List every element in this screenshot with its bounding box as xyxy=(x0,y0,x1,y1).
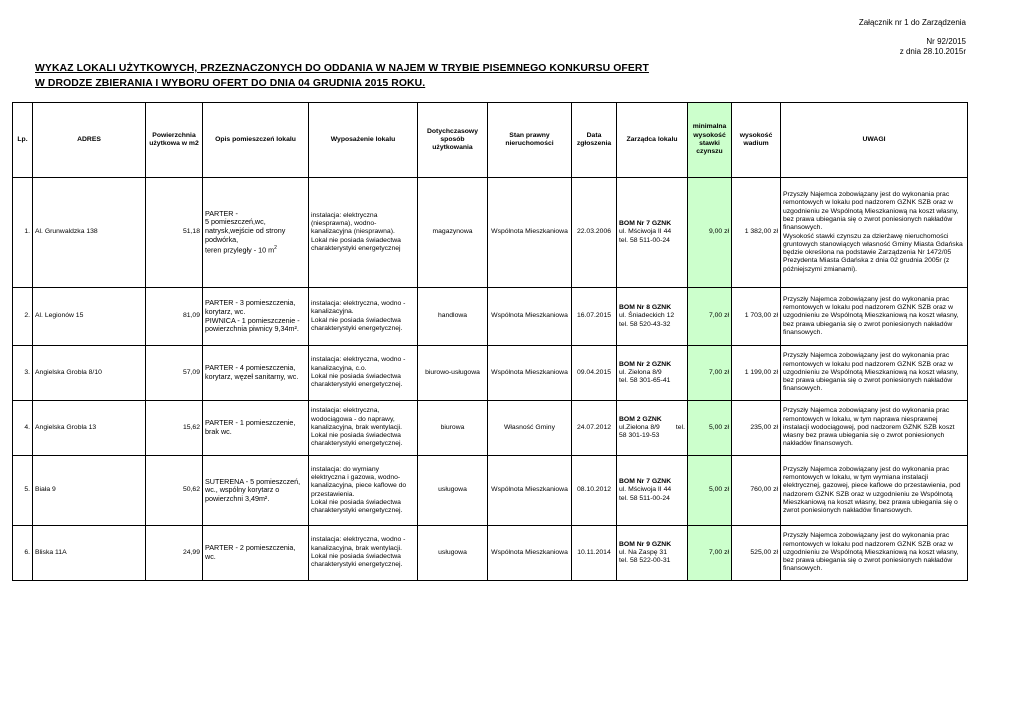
col-header-stawka: minimalna wysokość stawki czynszu xyxy=(688,103,732,178)
cell-wyposazenie: instalacja: elektryczna, wodno - kanalizacyjna. Lokal nie posiada świadectwa charakterystyki energetycznej. xyxy=(309,288,418,346)
cell-powierzchnia: 51,18 xyxy=(146,178,203,288)
cell-data: 10.11.2014 xyxy=(572,526,617,581)
zarzadca-name: BOM Nr 9 GZNK xyxy=(619,540,672,548)
col-header-lp: Lp. xyxy=(13,103,33,178)
cell-stan: Własność Gminy xyxy=(488,401,572,456)
zarzadca-address: ul. Mściwoja II 44 xyxy=(619,486,672,494)
zarzadca-phone: tel. 58 511-00-24 xyxy=(619,236,670,244)
cell-opis xyxy=(203,178,309,288)
cell-powierzchnia: 15,62 xyxy=(146,401,203,456)
cell-powierzchnia: 24,99 xyxy=(146,526,203,581)
cell-stawka: 7,00 zł xyxy=(688,346,732,401)
zarzadca-phone: tel. 58 301-65-41 xyxy=(619,377,671,385)
cell-adres: Angielska Grobla 13 xyxy=(33,401,146,456)
col-header-data: Data zgłoszenia xyxy=(572,103,617,178)
cell-opis xyxy=(203,346,309,401)
zarzadca-phone: tel. 58 511-00-24 xyxy=(619,494,670,502)
cell-lp: 2. xyxy=(13,288,33,346)
cell-opis xyxy=(203,288,309,346)
cell-adres: Angielska Grobla 8/10 xyxy=(33,346,146,401)
cell-opis xyxy=(203,456,309,526)
cell-uwagi: Przyszły Najemca zobowiązany jest do wykonania prac remontowych w lokalu pod nadzorem GZNK SZB oraz w uzgodnieniu ze Wspólnotą Mieszkaniową na koszt własny, bez prawa ubiegania się o zwrot poniesionych nakładów finansowych. xyxy=(781,526,968,581)
cell-stawka: 7,00 zł xyxy=(688,288,732,346)
cell-stan: Wspólnota Mieszkaniowa xyxy=(488,288,572,346)
cell-lp: 3. xyxy=(13,346,33,401)
table-row xyxy=(13,456,968,526)
cell-wadium: 760,00 zł xyxy=(732,456,781,526)
table-row xyxy=(13,526,968,581)
cell-wyposazenie: instalacja: elektryczna, wodno - kanalizacyjna, c.o. Lokal nie posiada świadectwa charakterystyki energetycznej. xyxy=(309,346,418,401)
cell-zarzadca xyxy=(617,401,688,456)
cell-uwagi: Przyszły Najemca zobowiązany jest do wykonania prac remontowych w lokalu pod nadzorem GZNK SZB oraz w uzgodnieniu ze Wspólnotą Mieszkaniową na koszt własny, bez prawa ubiegania się o zwrot poniesionych nakładów finansowych. Wysokość stawki czynszu za dzierżawę nieruchomości gruntowych stanowiących własność Gminy Miasta Gdańska będzie określona na podstawie Zarządzenia Nr 1472/05 Prezydenta Miasta Gdańska z dnia 02 grudnia 2005r (z późniejszymi zmianami). xyxy=(781,178,968,288)
zarzadca-address: ul. Mściwoja II 44 xyxy=(619,228,672,236)
cell-wyposazenie: instalacja: elektryczna (niesprawna), wodno-kanalizacyjna (niesprawna). Lokal nie posiada świadectwa charakterystyki energetycznej xyxy=(309,178,418,288)
resolution-date: z dnia 28.10.2015r xyxy=(899,47,966,56)
cell-powierzchnia: 57,09 xyxy=(146,346,203,401)
zarzadca-address-line xyxy=(619,424,685,432)
cell-sposob: handlowa xyxy=(418,288,488,346)
cell-zarzadca xyxy=(617,288,688,346)
cell-uwagi: Przyszły Najemca zobowiązany jest do wykonania prac remontowych w lokalu, w tym naprawa niesprawnej instalacji wodociągowej, pod nadzorem GZNK SZB koszt własny bez prawa ubiegania się o zwrot poniesionych nakładów finansowych. xyxy=(781,401,968,456)
cell-wyposazenie: instalacja: elektryczna, wodno - kanalizacyjna, brak wentylacji. Lokal nie posiada świadectwa charakterystyki energetycznej. xyxy=(309,526,418,581)
zarzadca-phone: tel. 58 520-43-32 xyxy=(619,320,671,328)
zarzadca-address: ul. Śniadeckich 12 xyxy=(619,312,675,320)
col-header-zarzadca: Zarządca lokalu xyxy=(617,103,688,178)
zarzadca-phone: 58 301-19-53 xyxy=(619,432,660,440)
cell-zarzadca xyxy=(617,346,688,401)
table-row xyxy=(13,401,968,456)
cell-lp: 5. xyxy=(13,456,33,526)
cell-adres: Al. Legionów 15 xyxy=(33,288,146,346)
annex-label: Załącznik nr 1 do Zarządzenia xyxy=(858,18,966,27)
cell-sposob: biurowa xyxy=(418,401,488,456)
cell-wadium: 235,00 zł xyxy=(732,401,781,456)
opis-text: PARTER - 1 pomieszczenie, brak wc. xyxy=(205,418,296,436)
resolution-number-block xyxy=(900,37,966,57)
cell-wadium: 525,00 zł xyxy=(732,526,781,581)
cell-adres: Al. Grunwaldzka 138 xyxy=(33,178,146,288)
cell-sposob: biurowo-usługowa xyxy=(418,346,488,401)
table-row xyxy=(13,346,968,401)
col-header-sposob: Dotychczasowy sposób użytkowania xyxy=(418,103,488,178)
cell-wadium: 1 703,00 zł xyxy=(732,288,781,346)
cell-powierzchnia: 81,09 xyxy=(146,288,203,346)
zarzadca-address: ul. Zielona 8/9 xyxy=(619,368,662,376)
opis-text: PARTER - 2 pomieszczenia, wc. xyxy=(205,543,296,561)
cell-lp: 4. xyxy=(13,401,33,456)
zarzadca-name: BOM Nr 8 GZNK xyxy=(619,304,672,312)
cell-uwagi: Przyszły Najemca zobowiązany jest do wykonania prac remontowych w lokalu, w tym wymiana instalacji elektrycznej, gazowej, piece kaflowe do przestawienia, pod nadzorem GZNK SZB oraz w uzgodnieniu ze Wspólnotą Mieszkaniową na koszt własny, bez prawa ubiegania się o zwrot poniesionych nakładów finansowych. xyxy=(781,456,968,526)
cell-uwagi: Przyszły Najemca zobowiązany jest do wykonania prac remontowych w lokalu pod nadzorem GZNK SZB oraz w uzgodnieniu ze Wspólnotą Mieszkaniową na koszt własny, bez prawa ubiegania się o zwrot poniesionych nakładów finansowych. xyxy=(781,288,968,346)
cell-stan: Wspólnota Mieszkaniowa xyxy=(488,346,572,401)
document-title-line1: WYKAZ LOKALI UŻYTKOWYCH, PRZEZNACZONYCH DO ODDANIA W NAJEM W TRYBIE PISEMNEGO KONKURSU OFERT xyxy=(35,63,649,74)
cell-stawka: 9,00 zł xyxy=(688,178,732,288)
cell-stan: Wspólnota Mieszkaniowa xyxy=(488,526,572,581)
resolution-number: Nr 92/2015 xyxy=(926,37,966,46)
cell-opis xyxy=(203,401,309,456)
zarzadca-name: BOM Nr 2 GZNK xyxy=(619,360,672,368)
zarzadca-name: BOM Nr 7 GZNK xyxy=(619,220,672,228)
col-header-wadium: wysokość wadium xyxy=(732,103,781,178)
premises-table xyxy=(12,102,968,581)
zarzadca-address: ul.Zielona 8/9 xyxy=(619,423,660,431)
cell-stawka: 5,00 zł xyxy=(688,456,732,526)
cell-sposob: usługowa xyxy=(418,456,488,526)
col-header-wyposazenie: Wyposażenie lokalu xyxy=(309,103,418,178)
cell-uwagi: Przyszły Najemca zobowiązany jest do wykonania prac remontowych w lokalu pod nadzorem GZNK SZB oraz w uzgodnieniu ze Wspólnotą Mieszkaniową na koszt własny, bez prawa ubiegania się o zwrot poniesionych nakładów finansowych. xyxy=(781,346,968,401)
cell-zarzadca xyxy=(617,456,688,526)
table-row xyxy=(13,178,968,288)
cell-data: 22.03.2006 xyxy=(572,178,617,288)
table-row xyxy=(13,288,968,346)
cell-adres: Biała 9 xyxy=(33,456,146,526)
cell-lp: 6. xyxy=(13,526,33,581)
cell-wyposazenie: instalacja: do wymiany elektryczna i gazowa, wodno-kanalizacyjna, piece kaflowe do przestawienia. Lokal nie posiada świadectwa charakterystyki energetycznej. xyxy=(309,456,418,526)
col-header-uwagi: UWAGI xyxy=(781,103,968,178)
cell-wyposazenie: instalacja: elektryczna, wodociągowa - do naprawy, kanalizacyjna, brak wentylacji. Lokal nie posiada świadectwa charakterystyki energetycznej. xyxy=(309,401,418,456)
zarzadca-address: ul. Na Zaspę 31 xyxy=(619,548,667,556)
cell-stan: Wspólnota Mieszkaniowa xyxy=(488,456,572,526)
col-header-stan: Stan prawny nieruchomości xyxy=(488,103,572,178)
col-header-opis: Opis pomieszczeń lokalu xyxy=(203,103,309,178)
document-title-line2: W DRODZE ZBIERANIA I WYBORU OFERT DO DNIA 04 GRUDNIA 2015 ROKU. xyxy=(35,78,426,89)
opis-superscript: 2 xyxy=(274,245,277,252)
cell-adres: Bliska 11A xyxy=(33,526,146,581)
opis-text: SUTERENA - 5 pomieszczeń, wc., wspólny korytarz o powierzchni 3,49m². xyxy=(205,476,301,503)
cell-powierzchnia: 50,62 xyxy=(146,456,203,526)
cell-stawka: 7,00 zł xyxy=(688,526,732,581)
cell-stawka: 5,00 zł xyxy=(688,401,732,456)
cell-data: 16.07.2015 xyxy=(572,288,617,346)
opis-text: PARTER - 5 pomieszczeń,wc, natrysk,wejście od strony podwórka, teren przyległy - 10 m xyxy=(205,208,286,255)
cell-opis xyxy=(203,526,309,581)
cell-sposob: usługowa xyxy=(418,526,488,581)
zarzadca-tel-label: tel. xyxy=(675,423,685,431)
opis-text: PARTER - 4 pomieszczenia, korytarz, węzeł sanitarny, wc. xyxy=(205,363,299,381)
zarzadca-name: BOM Nr 7 GZNK xyxy=(619,478,672,486)
cell-zarzadca xyxy=(617,178,688,288)
cell-zarzadca xyxy=(617,526,688,581)
col-header-adres: ADRES xyxy=(33,103,146,178)
cell-stan: Wspólnota Mieszkaniowa xyxy=(488,178,572,288)
cell-data: 09.04.2015 xyxy=(572,346,617,401)
zarzadca-phone: tel. 58 522-00-31 xyxy=(619,557,671,565)
col-header-powierzchnia: Powierzchnia użytkowa w m2 xyxy=(146,103,203,178)
cell-data: 08.10.2012 xyxy=(572,456,617,526)
cell-wadium: 1 382,00 zł xyxy=(732,178,781,288)
cell-lp: 1. xyxy=(13,178,33,288)
cell-wadium: 1 199,00 zł xyxy=(732,346,781,401)
cell-data: 24.07.2012 xyxy=(572,401,617,456)
opis-text: PARTER - 3 pomieszczenia, korytarz, wc. PIWNICA - 1 pomieszczenie - powierzchnia piwnicy 9,34m². xyxy=(205,298,300,334)
table-header-row xyxy=(13,103,968,178)
zarzadca-name: BOM 2 GZNK xyxy=(619,415,662,423)
cell-sposob: magazynowa xyxy=(418,178,488,288)
